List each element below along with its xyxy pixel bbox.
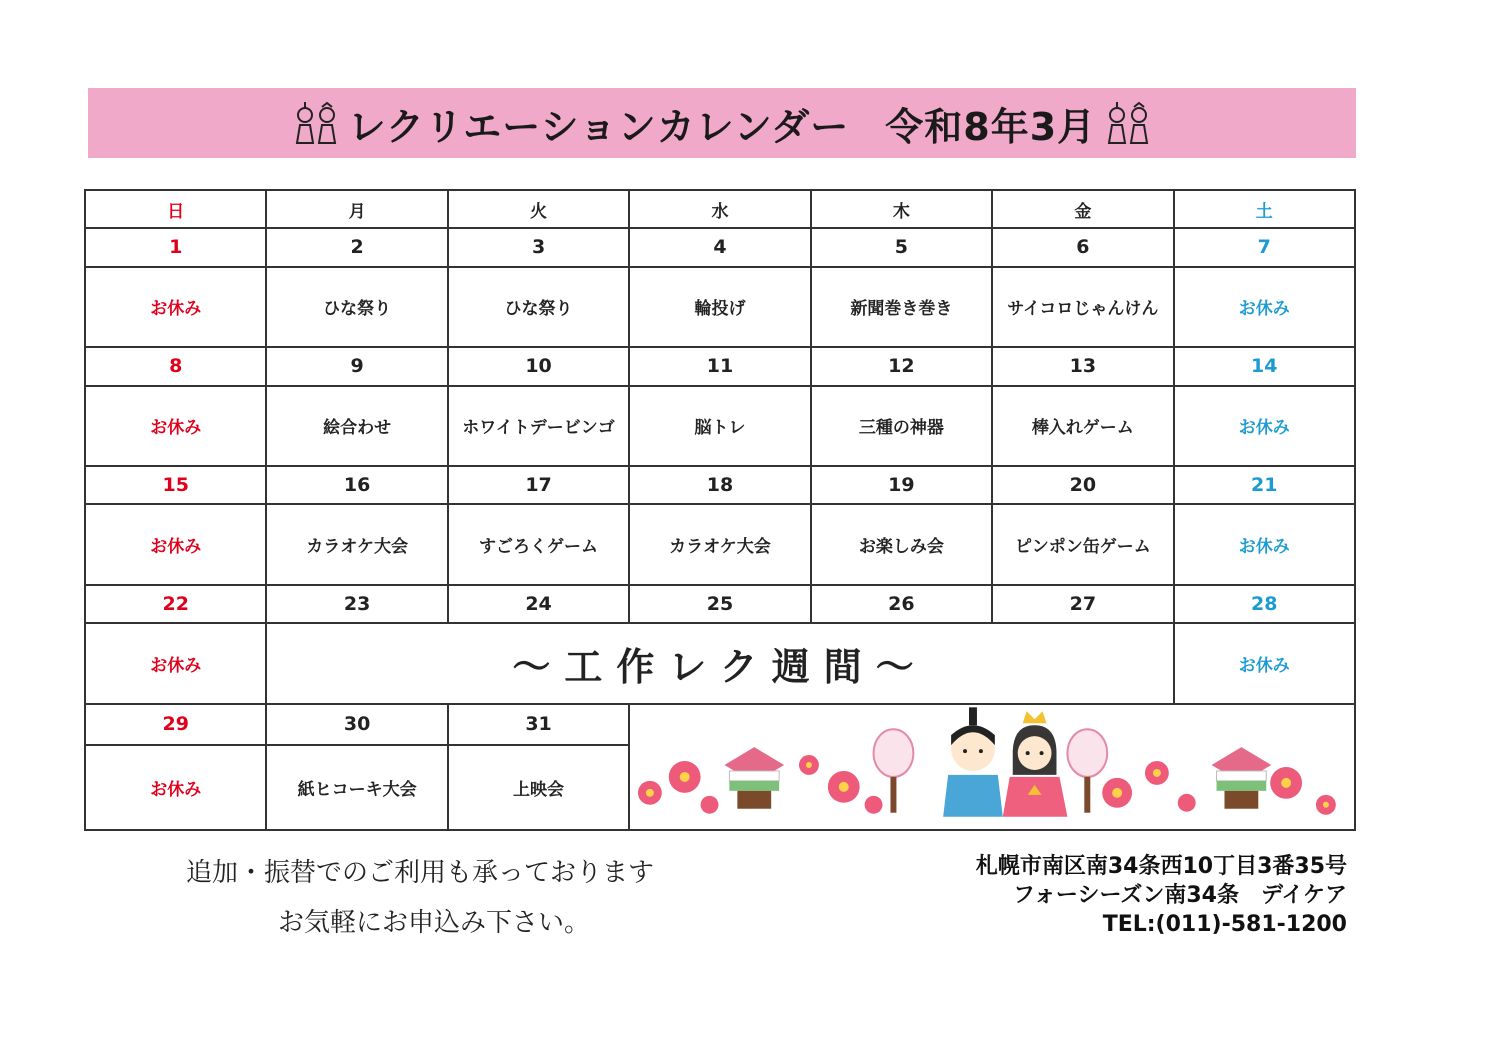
- date-cell: 1: [85, 228, 266, 266]
- footer-note-line2: お気軽にお申込み下さい。: [278, 908, 591, 938]
- address: 札幌市南区南34条西10丁目3番35号: [975, 854, 1347, 879]
- activity-cell: お休み: [1174, 623, 1355, 704]
- weekday-tuesday: 火: [448, 190, 629, 228]
- date-cell: 2: [266, 228, 447, 266]
- week-4-activities: [85, 623, 1355, 704]
- footer-note: [186, 848, 654, 948]
- date-cell: 12: [811, 347, 992, 385]
- date-cell: 30: [266, 704, 447, 745]
- date-cell: 4: [629, 228, 810, 266]
- activity-cell: サイコロじゃんけん: [992, 267, 1173, 348]
- calendar-period: 令和8年3月: [885, 104, 1097, 149]
- crafts-week-banner: 〜工作レク週間〜: [266, 623, 1173, 704]
- date-cell: 24: [448, 585, 629, 623]
- title-banner: [88, 88, 1356, 158]
- activity-cell: 脳トレ: [629, 386, 810, 467]
- activity-cell: 絵合わせ: [266, 386, 447, 467]
- date-cell: 17: [448, 466, 629, 504]
- activity-cell: 三種の神器: [811, 386, 992, 467]
- activity-cell: お休み: [1174, 504, 1355, 585]
- weekday-wednesday: 水: [629, 190, 810, 228]
- date-cell: 10: [448, 347, 629, 385]
- date-cell: 26: [811, 585, 992, 623]
- date-cell: 23: [266, 585, 447, 623]
- empress-doll-icon: [1003, 712, 1068, 817]
- date-cell: 15: [85, 466, 266, 504]
- weekday-saturday: 土: [1174, 190, 1355, 228]
- date-cell: 27: [992, 585, 1173, 623]
- activity-cell: 紙ヒコーキ大会: [266, 745, 447, 830]
- date-cell: 21: [1174, 466, 1355, 504]
- activity-cell: ホワイトデービンゴ: [448, 386, 629, 467]
- activity-cell: 上映会: [448, 745, 629, 830]
- week-2-dates: [85, 347, 1355, 385]
- activity-cell: お休み: [85, 386, 266, 467]
- date-cell: 14: [1174, 347, 1355, 385]
- activity-cell: お休み: [1174, 386, 1355, 467]
- activity-cell: お休み: [85, 623, 266, 704]
- date-cell: 8: [85, 347, 266, 385]
- weekday-sunday: 日: [85, 190, 266, 228]
- date-cell: 16: [266, 466, 447, 504]
- phone-number: TEL:(011)-581-1200: [1102, 912, 1347, 937]
- weekday-monday: 月: [266, 190, 447, 228]
- hina-doll-pair-icon: [294, 99, 338, 147]
- hina-doll-pair-icon: [1106, 99, 1150, 147]
- week-3-activities: [85, 504, 1355, 585]
- activity-cell: カラオケ大会: [629, 504, 810, 585]
- page-title: レクリエーションカレンダー: [347, 104, 850, 149]
- hinamatsuri-decoration: [629, 704, 1355, 830]
- activity-cell: お休み: [85, 267, 266, 348]
- date-cell: 9: [266, 347, 447, 385]
- activity-cell: お楽しみ会: [811, 504, 992, 585]
- week-5-dates: [85, 704, 1355, 745]
- activity-cell: ひな祭り: [266, 267, 447, 348]
- date-cell: 13: [992, 347, 1173, 385]
- date-cell: 18: [629, 466, 810, 504]
- date-cell: 3: [448, 228, 629, 266]
- date-cell: 28: [1174, 585, 1355, 623]
- activity-cell: すごろくゲーム: [448, 504, 629, 585]
- date-cell: 25: [629, 585, 810, 623]
- date-cell: 11: [629, 347, 810, 385]
- weekday-friday: 金: [992, 190, 1173, 228]
- date-cell: 22: [85, 585, 266, 623]
- activity-cell: カラオケ大会: [266, 504, 447, 585]
- activity-cell: お休み: [85, 745, 266, 830]
- date-cell: 20: [992, 466, 1173, 504]
- week-3-dates: [85, 466, 1355, 504]
- activity-cell: ひな祭り: [448, 267, 629, 348]
- emperor-doll-icon: [943, 708, 1003, 817]
- weekday-thursday: 木: [811, 190, 992, 228]
- calendar-grid: [84, 189, 1356, 831]
- activity-cell: ピンポン缶ゲーム: [992, 504, 1173, 585]
- week-2-activities: [85, 386, 1355, 467]
- activity-cell: 輪投げ: [629, 267, 810, 348]
- activity-cell: お休み: [1174, 267, 1355, 348]
- activity-cell: お休み: [85, 504, 266, 585]
- date-cell: 5: [811, 228, 992, 266]
- contact-info: [976, 852, 1347, 939]
- date-cell: 19: [811, 466, 992, 504]
- week-1-activities: [85, 267, 1355, 348]
- date-cell: 31: [448, 704, 629, 745]
- date-cell: 29: [85, 704, 266, 745]
- week-4-dates: [85, 585, 1355, 623]
- activity-cell: 新聞巻き巻き: [811, 267, 992, 348]
- weekday-header-row: [85, 190, 1355, 228]
- date-cell: 6: [992, 228, 1173, 266]
- footer-note-line1: 追加・振替でのご利用も承っております: [186, 858, 655, 888]
- activity-cell: 棒入れゲーム: [992, 386, 1173, 467]
- facility-name: フォーシーズン南34条 デイケア: [1013, 883, 1347, 908]
- week-1-dates: [85, 228, 1355, 266]
- date-cell: 7: [1174, 228, 1355, 266]
